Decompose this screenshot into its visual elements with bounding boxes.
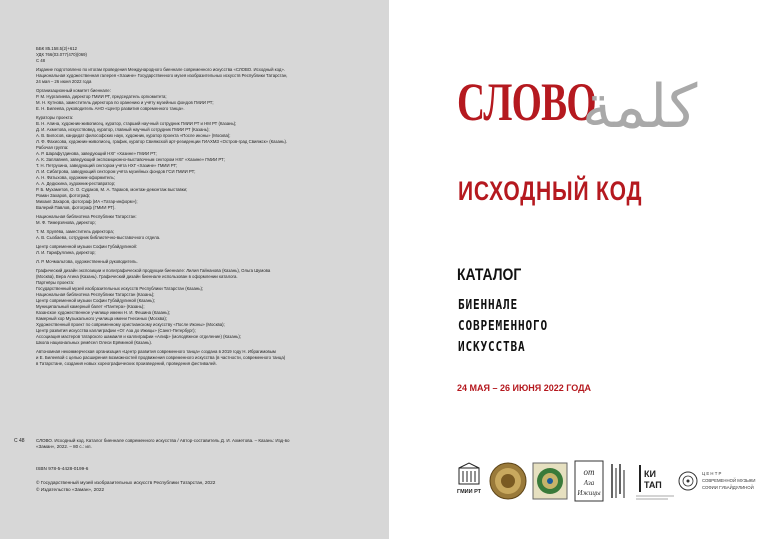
imprint-line: Художественный проект по современному христианскому искусству «После Иконы» (Москва); [36, 322, 225, 327]
imprint-line: М. Н. Кутнова, заместитель директора по хранению и учёту музейных фондов ГМИИ РТ; [36, 100, 214, 105]
imprint-line: Р. М. Нургалиева, директор ГМИИ РТ, председатель оргкомитета; [36, 94, 167, 99]
biennale-line: СОВРЕМЕННОГО [458, 319, 549, 334]
svg-text:Ц Е Н Т Р: Ц Е Н Т Р [702, 471, 722, 476]
imprint-line: Партнёры проекта: [36, 280, 75, 285]
biennale-title [458, 295, 548, 358]
imprint-line: М. Ф. Тимерзянова, директор; [36, 220, 96, 225]
gubaydulina-center-icon [678, 464, 776, 504]
imprint-line: С 48 [36, 58, 46, 63]
kitap-logo-icon [634, 462, 676, 504]
imprint-line: Кураторы проекта: [36, 115, 74, 120]
emblem-green-icon [532, 462, 568, 500]
imprint-line: в Татарстане, создания новых хореографических произведений, проведения фестивалей. [36, 361, 217, 366]
svg-text:ТАП: ТАП [644, 480, 662, 490]
imprint-line: Л. Ф. Фахисова, художник-живописец, график, куратор Свияжской арт-резиденции ГИАХМЗ «Остров-град Свияжск» (Казань). [36, 139, 288, 144]
imprint-line: УДК 766(03.077(470)(069) [36, 52, 87, 57]
imprint-line: 24 мая – 26 июня 2022 года [36, 79, 92, 84]
svg-text:от: от [583, 467, 595, 477]
imprint-line: А. Р. Шарафутдинова, заведующий НХГ «Хазине» ГМИИ РТ; [36, 151, 157, 156]
svg-text:СОВРЕМЕННОЙ МУЗЫКИ: СОВРЕМЕННОЙ МУЗЫКИ [702, 478, 756, 483]
biennale-dates: 24 МАЯ – 26 ИЮНЯ 2022 ГОДА [457, 383, 592, 393]
imprint-line: Л. Р. Мочмальтова, художественный руководитель. [36, 259, 138, 264]
imprint-line: Национальная библиотека Республики Татарстан: [36, 214, 137, 219]
title-word-arabic: كلمة [582, 72, 698, 142]
svg-text:КИ: КИ [644, 469, 656, 479]
imprint-line: А. В. Сызбаева, сотрудник библиотечно-выставочного отдела. [36, 235, 161, 240]
imprint-line: Казанское художественное училище имени Н. И. Фешина (Казань); [36, 310, 171, 315]
imprint-line: Рабочая группа: [36, 145, 69, 150]
imprint-line: Камерный хор Музыкального училища имени Гнесиных (Москва); [36, 316, 167, 321]
imprint-line: В. Н. Апина, художник-живописец, куратор, старший научный сотрудник ГМИИ РТ и НМ РТ (Казань); [36, 121, 237, 126]
imprint-line: Школа национальных ремёсел Олеси Ерёминой (Казань). [36, 340, 152, 345]
imprint-line: А. Н. Фатыхова, художник-оформитель; [36, 175, 115, 180]
calligraphy-logo-icon [608, 462, 628, 500]
imprint-line: Т. М. Хрулёва, заместитель директора; [36, 229, 114, 234]
catalog-label: КАТАЛОГ [457, 265, 522, 284]
imprint-line: Л. И. Гарифуллина, директор; [36, 250, 96, 255]
biennale-line: ИСКУССТВА [458, 340, 526, 355]
imprint-line: Д. И. Ахметова, искусствовед, куратор, главный научный сотрудник ГМИИ РТ (Казань); [36, 127, 210, 132]
imprint-line: Издание подготовлено по итогам проведения Международного биеннале современного искусства «СЛОВО. Исходный код». [36, 67, 285, 72]
svg-text:Аза: Аза [583, 479, 595, 487]
imprint-line: (Москва), Вера Агина (Казань). Графический дизайн биеннале использован в оформлении каталога. [36, 274, 238, 279]
imprint-line: Л. И. Сибатрова, заведующий сектором учёта музейных фондов ГСИ ГМИИ РТ; [36, 169, 196, 174]
imprint-line: Автономная некоммерческая организация «Центр развития современного танца» создана в 2019 году Н. Ибрагимовым [36, 349, 276, 354]
imprint-line: А. А. Дедюхина, художник-реставратор; [36, 181, 116, 186]
imprint-line: Национальная художественная галерея «Хазине» Государственного музея изобразительных искусств Республики Татарстан, [36, 73, 288, 78]
imprint-line: Центр современной музыки Софии Губайдулиной: [36, 244, 138, 249]
svg-text:Ижицы: Ижицы [577, 489, 601, 497]
ot-aza-logo-icon [574, 460, 604, 502]
biennale-line: БИЕННАЛЕ [458, 298, 519, 313]
imprint-line: Графический дизайн экспозиции и полиграфической продукции биеннале: Лилия Гайнанова (Казань), Ольга Шумова [36, 268, 271, 273]
imprint-line: Организационный комитет биеннале: [36, 88, 111, 93]
imprint-line: и Е. Билеевой с целью расширения возможностей продвижения современного искусства (в частности, современного танца) [36, 355, 286, 360]
imprint-line: Муниципальный камерный балет «Пантера» (Казань); [36, 304, 145, 309]
imprint-line: Т. Н. Петрухина, заведующий сектором учёта НХГ «Хазине» ГМИИ РТ; [36, 163, 178, 168]
partner-logos [456, 458, 776, 506]
seal-round-icon [488, 461, 528, 501]
isbn: ISBN 978-5-4428-0199-6 [36, 466, 89, 471]
imprint-line: Михаил Захаров, фотограф (ИА «Татар-информ»); [36, 199, 138, 204]
title-word-slovo: СЛОВО [457, 72, 596, 132]
imprint-line: А. К. Заплавнев, заведующий экспозиционно-выставочным сектором НХГ «Хазине» ГМИИ РТ; [36, 157, 225, 162]
copyright-block [36, 480, 215, 493]
imprint-line: Роман Захаров, фотограф; [36, 193, 91, 198]
imprint-block [36, 46, 376, 367]
imprint-line: Р. Б. Мухаметов, О. О. Судаков, М. А. Тараков, монтаж-демонтаж выставки; [36, 187, 188, 192]
imprint-line: Центр современной музыки Софии Губайдулиной (Казань); [36, 298, 156, 303]
imprint-line: ББК 85.158.5(2)+612 [36, 46, 77, 51]
bib-line: «Заман», 2022. – 80 с.: ил. [36, 444, 92, 450]
imprint-line: Ассоциация мастеров татарского шамаиля и каллиграфии «Алиф» (молодёжное отделение) (Казань); [36, 334, 241, 339]
imprint-line: А. В. Билосов, кандидат философских наук, художник, куратор проекта «После иконы» (Москва); [36, 133, 231, 138]
imprint-line: Валерий Павлов, фотограф (ГМИИ РТ). [36, 205, 116, 210]
imprint-line: Центр развития искусства каллиграфии «От Аза до Ижицы» (Санкт-Петербург); [36, 328, 196, 333]
subtitle-ishodny-kod: ИСХОДНЫЙ КОД [458, 176, 643, 206]
bib-line: СЛОВО. Исходный код. Каталог биеннале современного искусства / Автор-составитель Д. И. Ахметова. – Казань: Изд-во [36, 438, 290, 443]
svg-text:СОФИИ ГУБАЙДУЛИНОЙ: СОФИИ ГУБАЙДУЛИНОЙ [702, 485, 754, 490]
left-page [0, 0, 389, 539]
imprint-line: Национальная библиотека Республики Татарстан (Казань); [36, 292, 155, 297]
bibliographic-description [36, 438, 381, 451]
call-number: С 48 [14, 438, 25, 444]
gmii-logo-icon [456, 462, 482, 502]
gmii-logo-text: ГМИИ РТ [456, 489, 482, 495]
imprint-line: Государственный музей изобразительных искусств Республики Татарстан (Казань); [36, 286, 204, 291]
imprint-line: Е. Н. Билеева, руководитель АНО «Центр развития современного танца». [36, 106, 185, 111]
copyright-line: © Государственный музей изобразительных искусств Республики Татарстан, 2022 [36, 480, 216, 485]
copyright-line: © Издательство «Заман», 2022 [36, 486, 105, 492]
